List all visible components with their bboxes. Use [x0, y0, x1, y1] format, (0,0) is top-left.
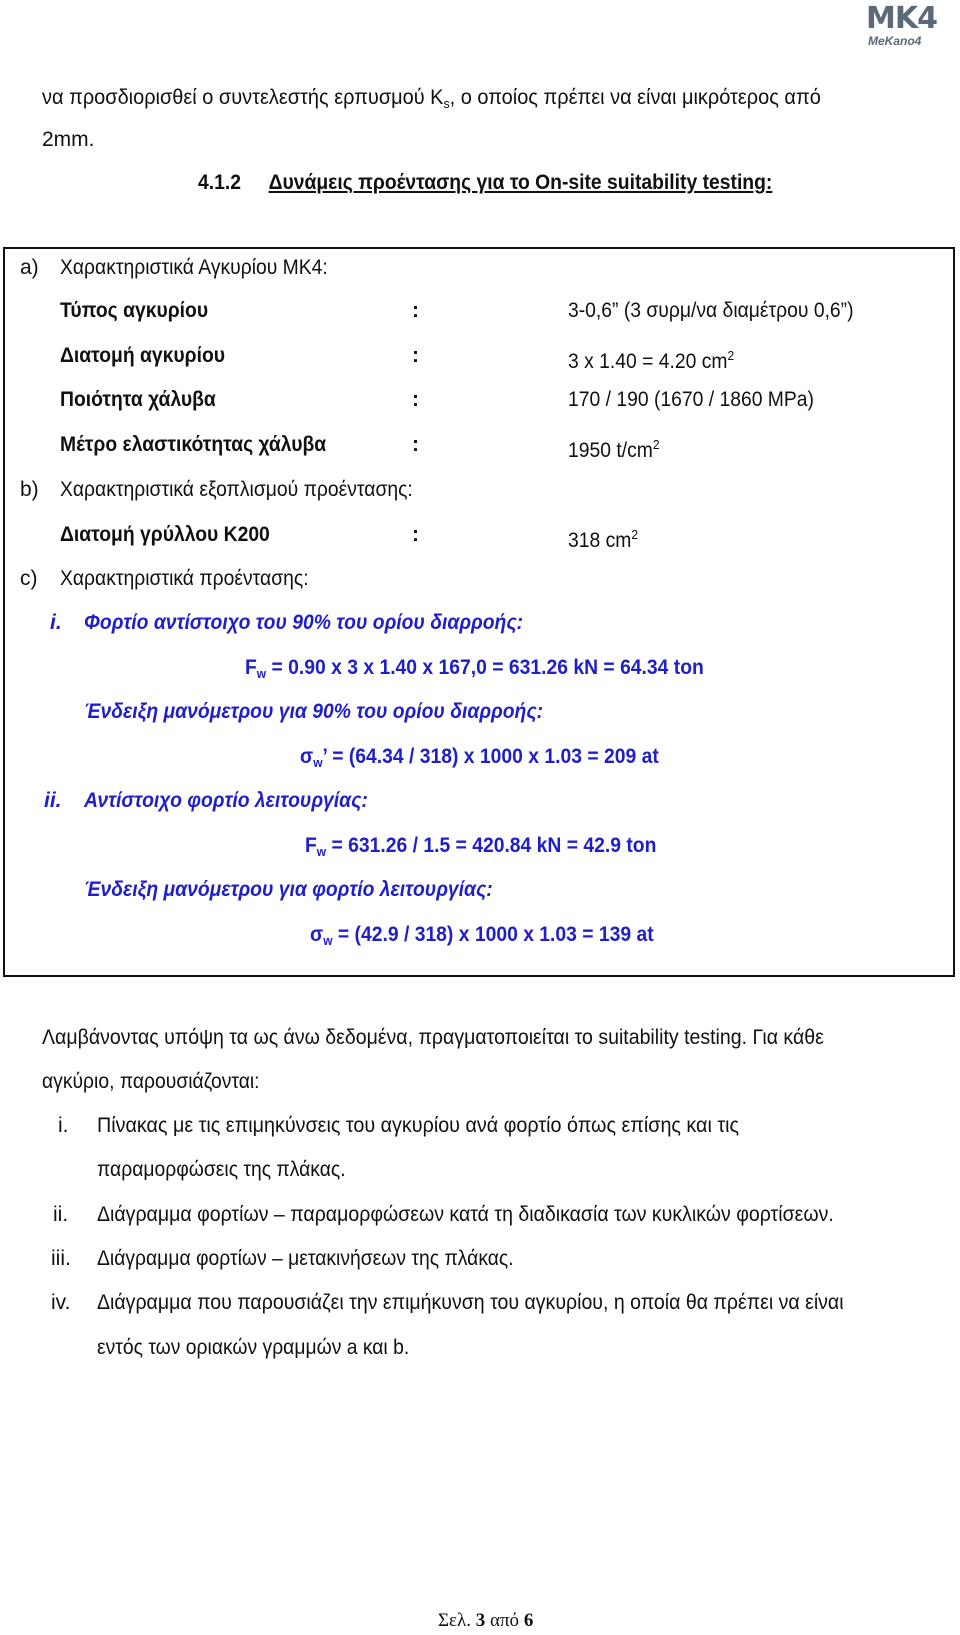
logo-subtext: MeKano4: [868, 34, 922, 48]
b-marker: b): [20, 478, 39, 501]
list-item-text-cont: εντός των οριακών γραμμών a και b.: [97, 1336, 410, 1359]
logo-mark: MK4: [866, 1, 937, 36]
page-total: 6: [523, 1610, 534, 1631]
i-marker: i.: [50, 611, 62, 634]
list-item-text-cont: παραμορφώσεις της πλάκας.: [97, 1158, 346, 1181]
formula-sigma-90: $\sigma_w$’ = (64.34 / 318) x 1000 x 1.03 = 209 at: [300, 745, 659, 770]
after-paragraph-line-1: Λαμβάνοντας υπόψη τα ως άνω δεδομένα, πραγματοποιείται το suitability testing. Για κάθε: [42, 1026, 824, 1049]
b-title: Χαρακτηριστικά εξοπλισμού προέντασης:: [60, 478, 413, 501]
section-number: 4.1.2: [198, 171, 241, 194]
a-title: Χαρακτηριστικά Αγκυρίου ΜΚ4:: [60, 256, 328, 279]
c-title: Χαρακτηριστικά προέντασης:: [60, 567, 309, 590]
prop-colon: :: [412, 388, 419, 411]
list-marker: iii.: [51, 1247, 71, 1270]
page-footer: Σελ. 3 από 6: [438, 1610, 534, 1631]
intro-line-1: να προσδιορισθεί ο συντελεστής ερπυσμού $K_s$, ο οποίος πρέπει να είναι μικρότερος από: [42, 86, 821, 111]
prop-label-steel: Ποιότητα χάλυβα: [60, 388, 216, 411]
formula-sigma-service: $\sigma_w = (42.9 / 318)$ x 1000 x 1.03 = 139 at: [310, 923, 654, 948]
manometer-90-title: Ένδειξη μανόμετρου για 90% του ορίου διαρροής:: [84, 700, 544, 723]
company-logo: [862, 3, 944, 51]
prop-value-steel: 170 / 190 (1670 / 1860 MPa): [568, 388, 814, 411]
c-marker: c): [20, 567, 38, 590]
list-marker: i.: [58, 1114, 69, 1137]
prop-label-section: Διατομή αγκυρίου: [60, 344, 226, 367]
page-number: 3: [475, 1610, 486, 1631]
prop-label-type: Τύπος αγκυρίου: [60, 299, 209, 322]
intro-line-2: 2mm.: [42, 128, 95, 151]
prop-label-modulus: Μέτρο ελαστικότητας χάλυβα: [60, 433, 327, 456]
list-marker: ii.: [53, 1203, 69, 1226]
formula-fw-service: $F_w = 631.26 / 1.5 = 420.84$ kN = 42.9 ton: [305, 834, 657, 859]
ii-title: Αντίστοιχο φορτίο λειτουργίας:: [84, 789, 368, 812]
a-marker: a): [20, 256, 39, 279]
prop-colon: :: [412, 299, 419, 322]
i-title: Φορτίο αντίστοιχο του 90% του ορίου διαρροής:: [84, 611, 524, 634]
prop-colon: :: [412, 433, 419, 456]
prop-value-type: 3-0,6” (3 συρμ/να διαμέτρου 0,6”): [568, 299, 854, 322]
list-item-text: Διάγραμμα φορτίων – παραμορφώσεων κατά τη διαδικασία των κυκλικών φορτίσεων.: [97, 1203, 834, 1226]
list-item-text: Διάγραμμα φορτίων – μετακινήσεων της πλάκας.: [97, 1247, 514, 1270]
prop-colon: :: [412, 344, 419, 367]
section-title: Δυνάμεις προέντασης για το On-site suitability testing:: [268, 171, 773, 194]
prop-colon: :: [412, 523, 419, 546]
prop-value-section: 3 x 1.40 = 4.20 $cm^2$: [568, 348, 735, 373]
prop-value-modulus: 1950 $t/cm^2$: [568, 437, 660, 462]
formula-fw-90: $F_w = 0.90$ x 3 x 1.40 x 167,0 = 631.26 kN = 64.34 ton: [245, 656, 704, 681]
list-marker: iv.: [51, 1291, 71, 1314]
list-item-text: Πίνακας με τις επιμηκύνσεις του αγκυρίου ανά φορτίο όπως επίσης και τις: [97, 1114, 740, 1137]
list-item-text: Διάγραμμα που παρουσιάζει την επιμήκυνση του αγκυρίου, η οποία θα πρέπει να είναι: [97, 1291, 844, 1314]
prop-value-jack: 318 $cm^2$: [568, 527, 639, 552]
after-paragraph-line-2: αγκύριο, παρουσιάζονται:: [42, 1070, 260, 1093]
prop-label-jack: Διατομή γρύλλου K200: [60, 523, 270, 546]
section-heading: [198, 170, 822, 196]
manometer-service-title: Ένδειξη μανόμετρου για φορτίο λειτουργίας:: [84, 878, 493, 901]
ii-marker: ii.: [44, 789, 62, 812]
